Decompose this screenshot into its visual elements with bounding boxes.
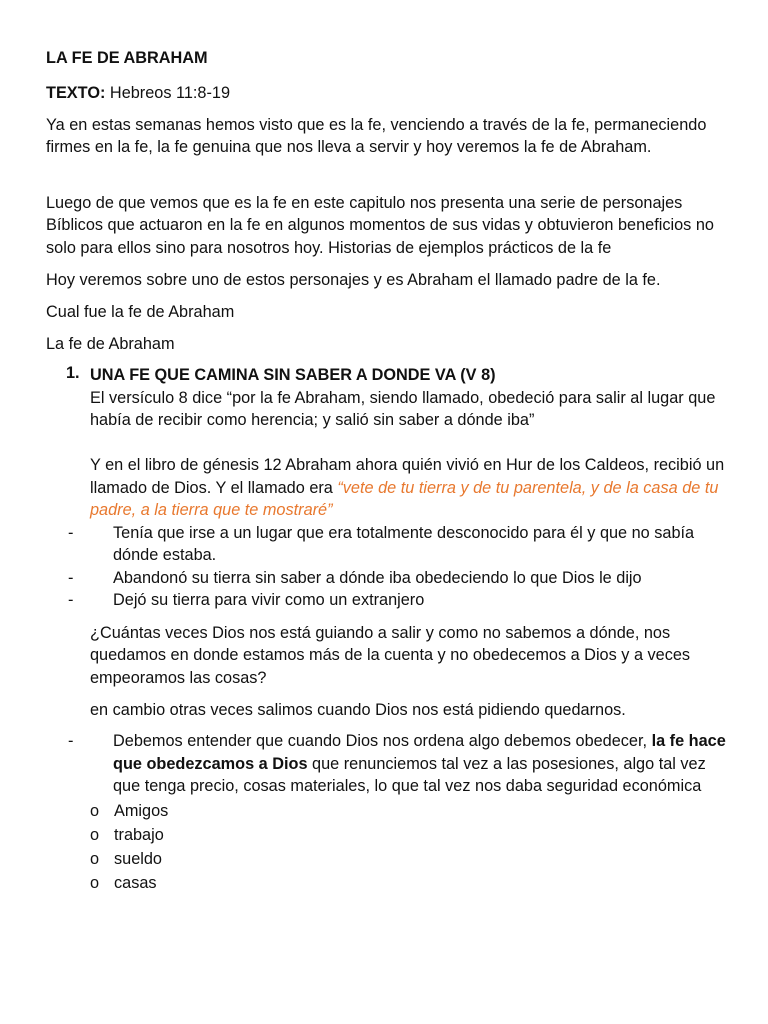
obedience-text-pre: Debemos entender que cuando Dios nos ordena algo debemos obedecer, [113, 732, 652, 750]
obedience-text-bold: la fe hace que obedezcamos a Dios [113, 732, 726, 773]
genesis-paragraph [90, 454, 736, 522]
sub-list-text: trabajo [114, 825, 164, 844]
dash-list [46, 522, 736, 612]
list-item [68, 522, 736, 567]
paragraph-intro: Ya en estas semanas hemos visto que es la fe, venciendo a través de la fe, permaneciendo firmes en la fe, la fe genuina que nos lleva a servir y hoy veremos la fe de Abraham. [46, 115, 707, 156]
texto-reference: Hebreos 11:8-19 [105, 83, 231, 102]
sub-list-item [46, 871, 736, 895]
dash-marker: - [68, 591, 74, 609]
list-item [68, 730, 736, 798]
document-page [46, 47, 736, 896]
sub-list-item [46, 799, 736, 823]
sub-list-item [46, 823, 736, 847]
list-item-text: Abandonó su tierra sin saber a dónde iba obedeciendo lo que Dios le dijo [113, 568, 642, 587]
list-item-text: Tenía que irse a un lugar que era totalmente desconocido para él y que no sabía dónde estaba. [113, 523, 695, 564]
reflection-block [46, 622, 736, 722]
dash-marker: - [68, 523, 74, 542]
paragraph-chapter-overview: Luego de que vemos que es la fe en este capitulo nos presenta una serie de personajes Bíblicos que actuaron en la fe en algunos momentos de sus vidas y obtuvieron beneficios no solo para ellos sino para nosotros hoy. Historias de ejemplos prácticos de la fe [46, 193, 714, 257]
list-number: 1. [66, 364, 80, 382]
sub-list-text: Amigos [114, 801, 169, 820]
list-item-1 [46, 364, 736, 522]
sub-list-text: casas [114, 874, 157, 893]
circle-marker: o [90, 801, 100, 820]
paragraph-question: Cual fue la fe de Abraham [46, 302, 235, 321]
paragraph-today: Hoy veremos sobre uno de estos personajes y es Abraham el llamado padre de la fe. [46, 270, 661, 289]
list-item-heading: UNA FE QUE CAMINA SIN SABER A DONDE VA (V 8) [90, 366, 496, 384]
circle-marker: o [90, 850, 100, 869]
text-reference [46, 82, 736, 105]
document-title: LA FE DE ABRAHAM [46, 49, 208, 67]
texto-label: TEXTO: [46, 83, 106, 102]
obedience-text-post: que renunciemos tal vez a las posesiones, algo tal vez que tenga precio, cosas materiales, lo que tal vez nos daba seguridad económica [113, 754, 706, 795]
list-item [68, 567, 736, 590]
list-item [68, 589, 736, 612]
circle-marker: o [90, 874, 100, 893]
sub-list-item [46, 847, 736, 871]
sub-list-text: sueldo [114, 850, 162, 869]
genesis-quote: “vete de tu tierra y de tu parentela, y de la casa de tu padre, a la tierra que te mostraré” [90, 478, 719, 519]
dash-marker: - [68, 732, 74, 750]
paragraph-subtitle: La fe de Abraham [46, 334, 175, 353]
genesis-intro: Y en el libro de génesis 12 Abraham ahora quién vivió en Hur de los Caldeos, recibió un llamado de Dios. Y el llamado era [90, 456, 725, 497]
dash-marker: - [68, 568, 74, 587]
list-item-text: Dejó su tierra para vivir como un extranjero [113, 591, 425, 609]
circle-marker: o [90, 825, 100, 844]
reflection-question: ¿Cuántas veces Dios nos está guiando a salir y como no sabemos a dónde, nos quedamos en donde estamos más de la cuenta y no obedecemos a Dios y a veces empeoramos las cosas? [90, 623, 691, 687]
sub-list [46, 799, 736, 896]
verse-quote: El versículo 8 dice “por la fe Abraham, siendo llamado, obedeció para salir al lugar que había de recibir como herencia; y salió sin saber a dónde iba” [90, 388, 716, 429]
reflection-contrast: en cambio otras veces salimos cuando Dios nos está pidiendo quedarnos. [90, 700, 626, 719]
obedience-list [46, 730, 736, 798]
